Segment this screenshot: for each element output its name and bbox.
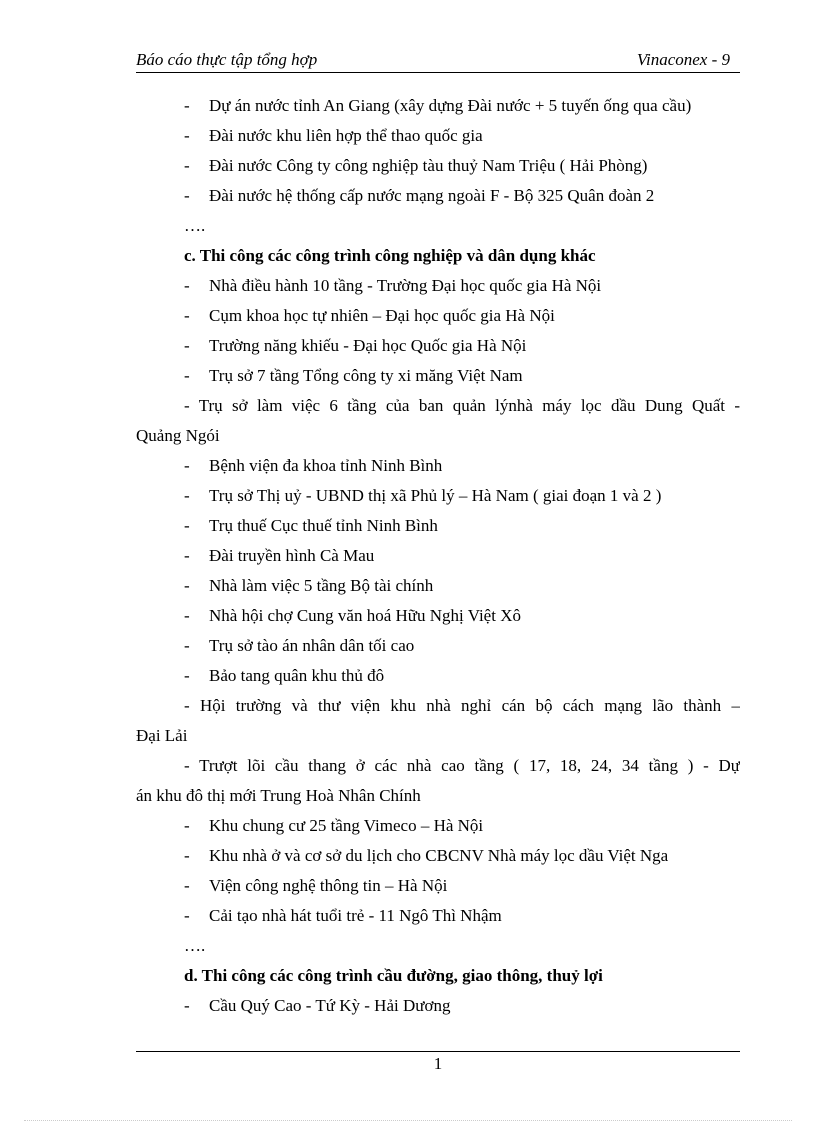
list-item xyxy=(136,361,740,391)
bullet-dash: - xyxy=(184,96,190,115)
list-item xyxy=(136,811,740,841)
list-item-text: Nhà điều hành 10 tầng - Trường Đại học quốc gia Hà Nội xyxy=(209,276,602,295)
list-item xyxy=(136,601,740,631)
list-item-text: Nhà làm việc 5 tầng Bộ tài chính xyxy=(209,576,434,595)
bullet-dash: - xyxy=(184,336,190,355)
list-item-text: Bảo tang quân khu thủ đô xyxy=(209,666,385,685)
list-item-text: Viện công nghệ thông tin – Hà Nội xyxy=(209,876,448,895)
list-item-text: Trường năng khiếu - Đại học Quốc gia Hà Nội xyxy=(209,336,527,355)
list-item xyxy=(136,571,740,601)
list-item-text: Cải tạo nhà hát tuổi trẻ - 11 Ngô Thì Nhậm xyxy=(209,906,502,925)
list-item xyxy=(136,91,740,121)
list-item xyxy=(136,871,740,901)
list-item-text: Trụ sở tào án nhân dân tối cao xyxy=(209,636,415,655)
list-item xyxy=(136,451,740,481)
bullet-dash: - xyxy=(184,456,190,475)
bullet-dash: - xyxy=(184,366,190,385)
list-item-wrapped: - Trụ sở làm việc 6 tầng của ban quản lýnhà máy lọc dầu Dung Quất - xyxy=(184,396,740,415)
bullet-dash: - xyxy=(184,636,190,655)
bullet-dash: - xyxy=(184,546,190,565)
section-heading: c. Thi công các công trình công nghiệp và dân dụng khác xyxy=(184,246,596,265)
list-item xyxy=(136,181,740,211)
list-item xyxy=(136,301,740,331)
bullet-dash: - xyxy=(184,846,190,865)
list-item-text: Bệnh viện đa khoa tỉnh Ninh Bình xyxy=(209,456,443,475)
ellipsis: …. xyxy=(184,216,206,235)
bullet-dash: - xyxy=(184,156,190,175)
list-item xyxy=(136,631,740,661)
list-item xyxy=(136,841,740,871)
header-company: Vinaconex - 9 xyxy=(636,50,730,69)
bullet-dash: - xyxy=(184,306,190,325)
list-item xyxy=(136,331,740,361)
bullet-dash: - xyxy=(184,516,190,535)
list-item-continuation: Quảng Ngói xyxy=(136,426,220,445)
list-item xyxy=(136,481,740,511)
list-item-text: Đài nước Công ty công nghiệp tàu thuỷ Nam Triệu ( Hải Phòng) xyxy=(209,156,648,175)
list-item-text: Đài nước khu liên hợp thể thao quốc gia xyxy=(209,126,483,145)
list-item xyxy=(136,151,740,181)
bullet-dash: - xyxy=(184,816,190,835)
list-item-continuation: án khu đô thị mới Trung Hoà Nhân Chính xyxy=(136,786,421,805)
document-body xyxy=(136,91,740,1021)
list-item-text: Nhà hội chợ Cung văn hoá Hữu Nghị Việt Xô xyxy=(209,606,521,625)
list-item xyxy=(136,121,740,151)
list-item-text: Cụm khoa học tự nhiên – Đại học quốc gia Hà Nội xyxy=(209,306,555,325)
bullet-dash: - xyxy=(184,486,190,505)
list-item xyxy=(136,991,740,1021)
bullet-dash: - xyxy=(184,906,190,925)
bullet-dash: - xyxy=(184,276,190,295)
bullet-dash: - xyxy=(184,186,190,205)
bullet-dash: - xyxy=(184,576,190,595)
bullet-dash: - xyxy=(184,996,190,1015)
bullet-dash: - xyxy=(184,876,190,895)
list-item xyxy=(136,541,740,571)
list-item-text: Trụ thuế Cục thuế tỉnh Ninh Bình xyxy=(209,516,438,535)
list-item-wrapped: - Hội trường và thư viện khu nhà nghỉ cán bộ cách mạng lão thành – xyxy=(184,696,740,715)
list-item xyxy=(136,661,740,691)
list-item-text: Khu nhà ở và cơ sở du lịch cho CBCNV Nhà máy lọc dầu Việt Nga xyxy=(209,846,669,865)
page-footer xyxy=(136,1051,740,1073)
section-heading: d. Thi công các công trình cầu đường, giao thông, thuỷ lợi xyxy=(184,966,603,985)
list-item xyxy=(136,511,740,541)
list-item-continuation: Đại Lải xyxy=(136,726,188,745)
list-item-text: Trụ sở 7 tầng Tổng công ty xi măng Việt Nam xyxy=(209,366,523,385)
bullet-dash: - xyxy=(184,606,190,625)
page-header xyxy=(136,48,740,73)
page-number: 1 xyxy=(433,1054,443,1073)
ellipsis: …. xyxy=(184,936,206,955)
list-item-text: Trụ sở Thị uỷ - UBND thị xã Phủ lý – Hà Nam ( giai đoạn 1 và 2 ) xyxy=(209,486,662,505)
list-item-text: Cầu Quý Cao - Tứ Kỳ - Hải Dương xyxy=(209,996,451,1015)
bullet-dash: - xyxy=(184,126,190,145)
list-item-text: Đài nước hệ thống cấp nước mạng ngoài F - Bộ 325 Quân đoàn 2 xyxy=(209,186,655,205)
list-item-wrapped: - Trượt lõi cầu thang ở các nhà cao tầng ( 17, 18, 24, 34 tầng ) - Dự xyxy=(184,756,740,775)
list-item-text: Dự án nước tỉnh An Giang (xây dựng Đài nước + 5 tuyến ống qua cầu) xyxy=(209,96,692,115)
header-title: Báo cáo thực tập tổng hợp xyxy=(136,50,318,69)
list-item xyxy=(136,271,740,301)
list-item-text: Đài truyền hình Cà Mau xyxy=(209,546,375,565)
list-item-text: Khu chung cư 25 tầng Vimeco – Hà Nội xyxy=(209,816,484,835)
page-boundary-divider xyxy=(24,1120,792,1121)
bullet-dash: - xyxy=(184,666,190,685)
list-item xyxy=(136,901,740,931)
